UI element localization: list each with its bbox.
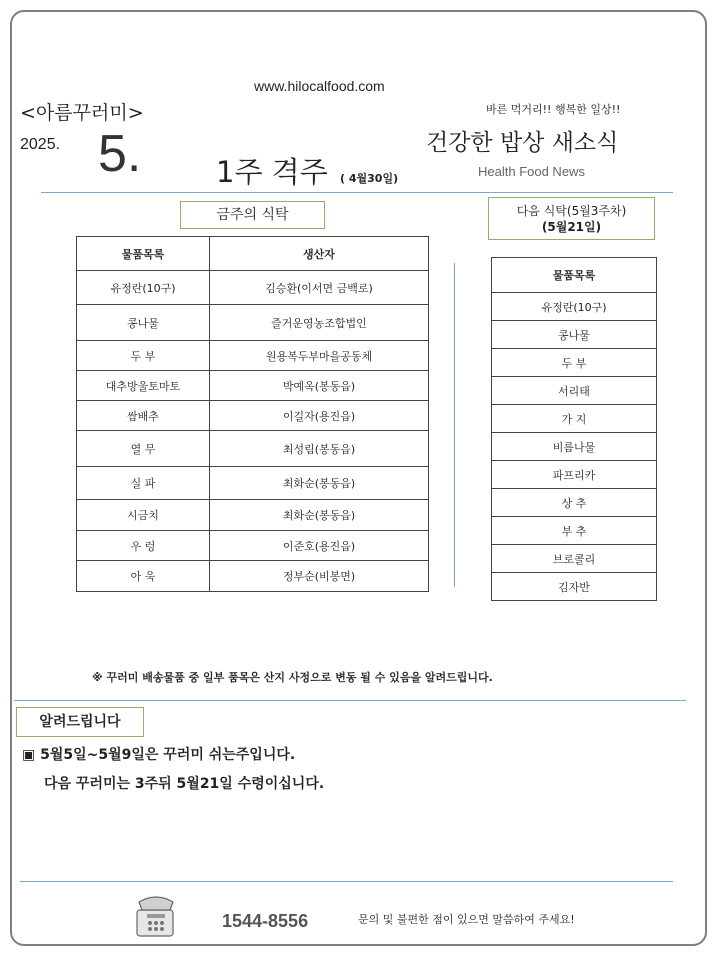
issue-year: 2025. — [20, 136, 61, 153]
producer-cell: 정부순(비봉면) — [210, 561, 429, 592]
producer-cell: 이준호(용진읍) — [210, 531, 429, 561]
table-row — [492, 545, 657, 573]
producer-cell: 원용복두부마을공동체 — [210, 341, 429, 371]
telephone-icon — [133, 888, 179, 940]
next-week-title: 다음 식탁(5월3주차) — [516, 204, 627, 218]
table-row — [492, 433, 657, 461]
newsletter-title: 건강한 밥상 새소식 — [426, 130, 619, 156]
week-label: 1주 격주 — [216, 155, 328, 189]
column-divider — [454, 263, 455, 587]
table-row — [492, 377, 657, 405]
table-row — [77, 467, 429, 500]
item-cell: 실 파 — [77, 467, 210, 500]
item-cell: 비름나물 — [492, 433, 657, 461]
table-row — [492, 461, 657, 489]
week-date: ( 4월30일) — [340, 172, 399, 185]
item-cell: 서리태 — [492, 377, 657, 405]
table-header-row — [77, 237, 429, 271]
table-header-row — [492, 258, 657, 293]
producer-cell: 최성림(봉동읍) — [210, 431, 429, 467]
item-cell: 우 렁 — [77, 531, 210, 561]
item-cell: 콩나물 — [77, 305, 210, 341]
table-row — [77, 531, 429, 561]
table-row — [492, 573, 657, 601]
table-row — [77, 305, 429, 341]
this-week-label: 금주의 식탁 — [180, 201, 325, 229]
item-cell: 대추방울토마토 — [77, 371, 210, 401]
table-row — [77, 500, 429, 531]
next-week-label — [488, 197, 655, 240]
brand-name: <아름꾸러미> — [20, 102, 144, 124]
item-cell: 열 무 — [77, 431, 210, 467]
table-row — [492, 517, 657, 545]
item-cell: 김자반 — [492, 573, 657, 601]
next-week-table — [491, 257, 657, 601]
table-row — [492, 349, 657, 377]
table-row — [77, 401, 429, 431]
announcement-line-2: 다음 꾸러미는 3주뒤 5월21일 수령이십니다. — [44, 776, 325, 792]
item-cell: 가 지 — [492, 405, 657, 433]
table-row — [492, 293, 657, 321]
phone-number[interactable]: 1544-8556 — [222, 911, 309, 931]
table-row — [77, 431, 429, 467]
newsletter-title-en: Health Food News — [478, 164, 585, 179]
notice-divider — [14, 700, 686, 701]
item-cell: 파프리카 — [492, 461, 657, 489]
header-divider — [41, 192, 673, 193]
producer-cell: 이길자(용진읍) — [210, 401, 429, 431]
column-header-item: 물품목록 — [492, 258, 657, 293]
producer-cell: 최화순(봉동읍) — [210, 500, 429, 531]
item-cell: 브로콜리 — [492, 545, 657, 573]
table-row — [77, 561, 429, 592]
next-week-date: (5월21일) — [541, 220, 602, 234]
item-cell: 유정란(10구) — [492, 293, 657, 321]
item-cell: 두 부 — [492, 349, 657, 377]
table-row — [77, 341, 429, 371]
table-row — [77, 371, 429, 401]
item-cell: 상 추 — [492, 489, 657, 517]
inquiry-text: 문의 및 불편한 점이 있으면 말씀하여 주세요! — [358, 913, 575, 926]
slogan: 바른 먹거리!! 행복한 일상!! — [486, 103, 621, 116]
table-row — [492, 405, 657, 433]
table-row — [77, 271, 429, 305]
item-cell: 부 추 — [492, 517, 657, 545]
item-cell: 유정란(10구) — [77, 271, 210, 305]
item-cell: 아 욱 — [77, 561, 210, 592]
table-row — [492, 321, 657, 349]
announcement-label: 알려드립니다 — [16, 707, 144, 737]
producer-cell: 즐거운영농조합법인 — [210, 305, 429, 341]
producer-cell: 박예옥(봉동읍) — [210, 371, 429, 401]
this-week-table — [76, 236, 429, 592]
footer-divider — [20, 881, 673, 882]
column-header-item: 물품목록 — [77, 237, 210, 271]
change-notice: ※ 꾸러미 배송물품 중 일부 품목은 산지 사정으로 변동 될 수 있음을 알려드립니다. — [92, 671, 493, 684]
producer-cell: 김승환(이서면 금백로) — [210, 271, 429, 305]
table-row — [492, 489, 657, 517]
item-cell: 콩나물 — [492, 321, 657, 349]
producer-cell: 최화순(봉동읍) — [210, 467, 429, 500]
column-header-producer: 생산자 — [210, 237, 429, 271]
item-cell: 두 부 — [77, 341, 210, 371]
issue-month: 5. — [98, 125, 142, 183]
website-url[interactable]: www.hilocalfood.com — [254, 78, 385, 94]
announcement-line-1: ▣ 5월5일~5월9일은 꾸러미 쉬는주입니다. — [22, 747, 296, 763]
item-cell: 시금치 — [77, 500, 210, 531]
item-cell: 쌈배추 — [77, 401, 210, 431]
